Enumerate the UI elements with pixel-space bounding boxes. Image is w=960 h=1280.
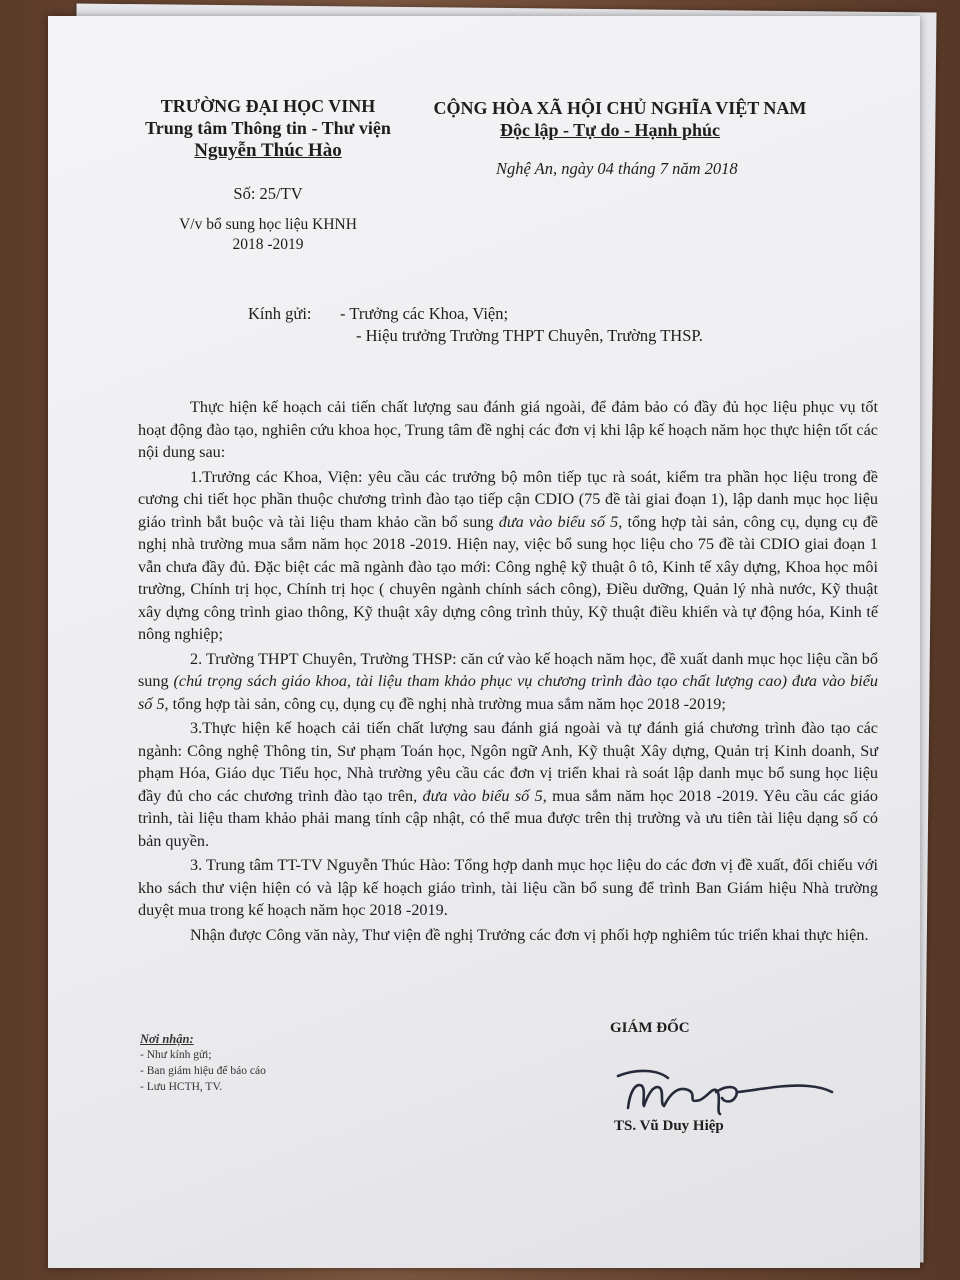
item-1-paragraph [138, 466, 878, 646]
document-page [48, 16, 920, 1268]
item-2-paragraph [138, 648, 878, 716]
center-name: Trung tâm Thông tin - Thư viện [145, 118, 391, 138]
subject-line-2: 2018 -2019 [232, 236, 304, 253]
recipients-list-item: - Ban giám hiệu để báo cáo [140, 1065, 266, 1077]
item-3-text-b: , mua sắm năm học 2018 -2019. Yêu cầu các giáo trình, tài liệu tham khảo phải mang tính cập nhật, có thể mua được trên thị trường và ưu tiên tài liệu dạng số có bản quyền. [138, 786, 878, 850]
recipient-2: - Hiệu trưởng Trường THPT Chuyên, Trường THSP. [356, 326, 703, 345]
intro-text: Thực hiện kế hoạch cải tiến chất lượng sau đánh giá ngoài, để đảm bảo có đầy đủ học liệu phục vụ tốt hoạt động đào tạo, nghiên cứu khoa học, Trung tâm đề nghị các đơn vị khi lập kế hoạch năm học thực hiện tốt các nội dung sau: [138, 398, 878, 461]
signer-name: TS. Vũ Duy Hiệp [614, 1118, 724, 1134]
item-2-text-b: , tổng hợp tài sản, công cụ, dụng cụ đề nghị nhà trường mua sắm năm học 2018 -2019; [164, 694, 726, 713]
subject-line-1: V/v bổ sung học liệu KHNH [179, 216, 357, 233]
republic-title: CỘNG HÒA XÃ HỘI CHỦ NGHĨA VIỆT NAM [433, 98, 807, 118]
item-1-italic: đưa vào biểu số 5 [498, 512, 619, 531]
item-1-text-b: , tổng hợp tài sản, công cụ, dụng cụ đề nghị nhà trường mua sắm năm học 2018 -2019. Hiện nay, việc bổ sung học liệu cho 75 đề tài CDIO giai đoạn 1 vẫn chưa đầy đủ. Đặc biệt các mã ngành đào tạo mới: Công nghệ kỹ thuật ô tô, Kinh tế xây dựng, Khoa học môi trường, Chính trị học, Chính trị học ( chuyên ngành chính sách công), Điều dưỡng, Quản lý nhà nước, Kỹ thuật xây dựng công trình giao thông, Kỹ thuật xây dựng công trình thủy, Kỹ thuật điều khiển và tự động hóa, Kinh tế nông nghiệp; [138, 512, 878, 643]
item-4-text: 3. Trung tâm TT-TV Nguyễn Thúc Hào: Tổng hợp danh mục học liệu do các đơn vị đề xuất, đối chiếu với kho sách thư viện hiện có và lập kế hoạch giáo trình, tài liệu cần bổ sung để trình Ban Giám hiệu Nhà trường duyệt mua trong kế hoạch năm học 2018 -2019. [138, 856, 878, 919]
recipient-1: - Trưởng các Khoa, Viện; [340, 304, 509, 323]
item-1-text-a: 1.Trưởng các Khoa, Viện: yêu cầu các trưởng bộ môn tiếp tục rà soát, kiểm tra phần học liệu trong đề cương chi tiết học phần thuộc chương trình đào tạo tiếp cận CDIO (75 đề tài giai đoạn 1), lập danh mục học liệu giáo trình bắt buộc và tài liệu tham khảo cần bổ sung [138, 467, 878, 531]
recipients-list-item: - Như kính gửi; [140, 1049, 212, 1061]
signer-title: GIÁM ĐỐC [610, 1020, 690, 1036]
motto: Độc lập - Tự do - Hạnh phúc [499, 120, 721, 140]
closing-text: Nhận được Công văn này, Thư viện đề nghị Trưởng các đơn vị phối hợp nghiêm túc triển khai thực hiện. [190, 925, 869, 944]
center-name-2: Nguyễn Thúc Hào [194, 140, 342, 161]
document-body [138, 396, 878, 948]
document-number: Số: 25/TV [233, 184, 303, 203]
intro-paragraph [138, 396, 878, 464]
recipients-list-item: - Lưu HCTH, TV. [140, 1081, 223, 1093]
university-name: TRƯỜNG ĐẠI HỌC VINH [160, 96, 376, 116]
item-3-paragraph [138, 717, 878, 852]
recipients-label: Kính gửi: [248, 304, 312, 323]
recipients-list-label: Nơi nhận: [140, 1032, 194, 1046]
recipients-list [140, 1031, 266, 1095]
document-date: Nghệ An, ngày 04 tháng 7 năm 2018 [496, 159, 738, 178]
item-2-text-a: 2. Trường THPT Chuyên, Trường THSP: căn cứ vào kế hoạch năm học, đề xuất danh mục học liệu cần bổ sung [138, 649, 878, 690]
item-2-italic: (chú trọng sách giáo khoa, tài liệu tham khảo phục vụ chương trình đào tạo chất lượng cao) đưa vào biểu số 5 [138, 672, 878, 713]
item-3-italic: đưa vào biểu số 5 [422, 786, 543, 805]
handwritten-signature [608, 1046, 838, 1116]
item-3-text-a: 3.Thực hiện kế hoạch cải tiến chất lượng sau đánh giá ngoài và tự đánh giá chương trình đào tạo các ngành: Công nghệ Thông tin, Sư phạm Toán học, Ngôn ngữ Anh, Kỹ thuật Xây dựng, Quản trị Kinh doanh, Sư phạm Hóa, Giáo dục Tiểu học, Nhà trường yêu cầu các đơn vị triển khai rà soát lập danh mục bổ sung học liệu đầy đủ cho các chương trình đào tạo trên, [138, 719, 878, 805]
item-4-paragraph [138, 854, 878, 922]
closing-paragraph [138, 924, 878, 947]
